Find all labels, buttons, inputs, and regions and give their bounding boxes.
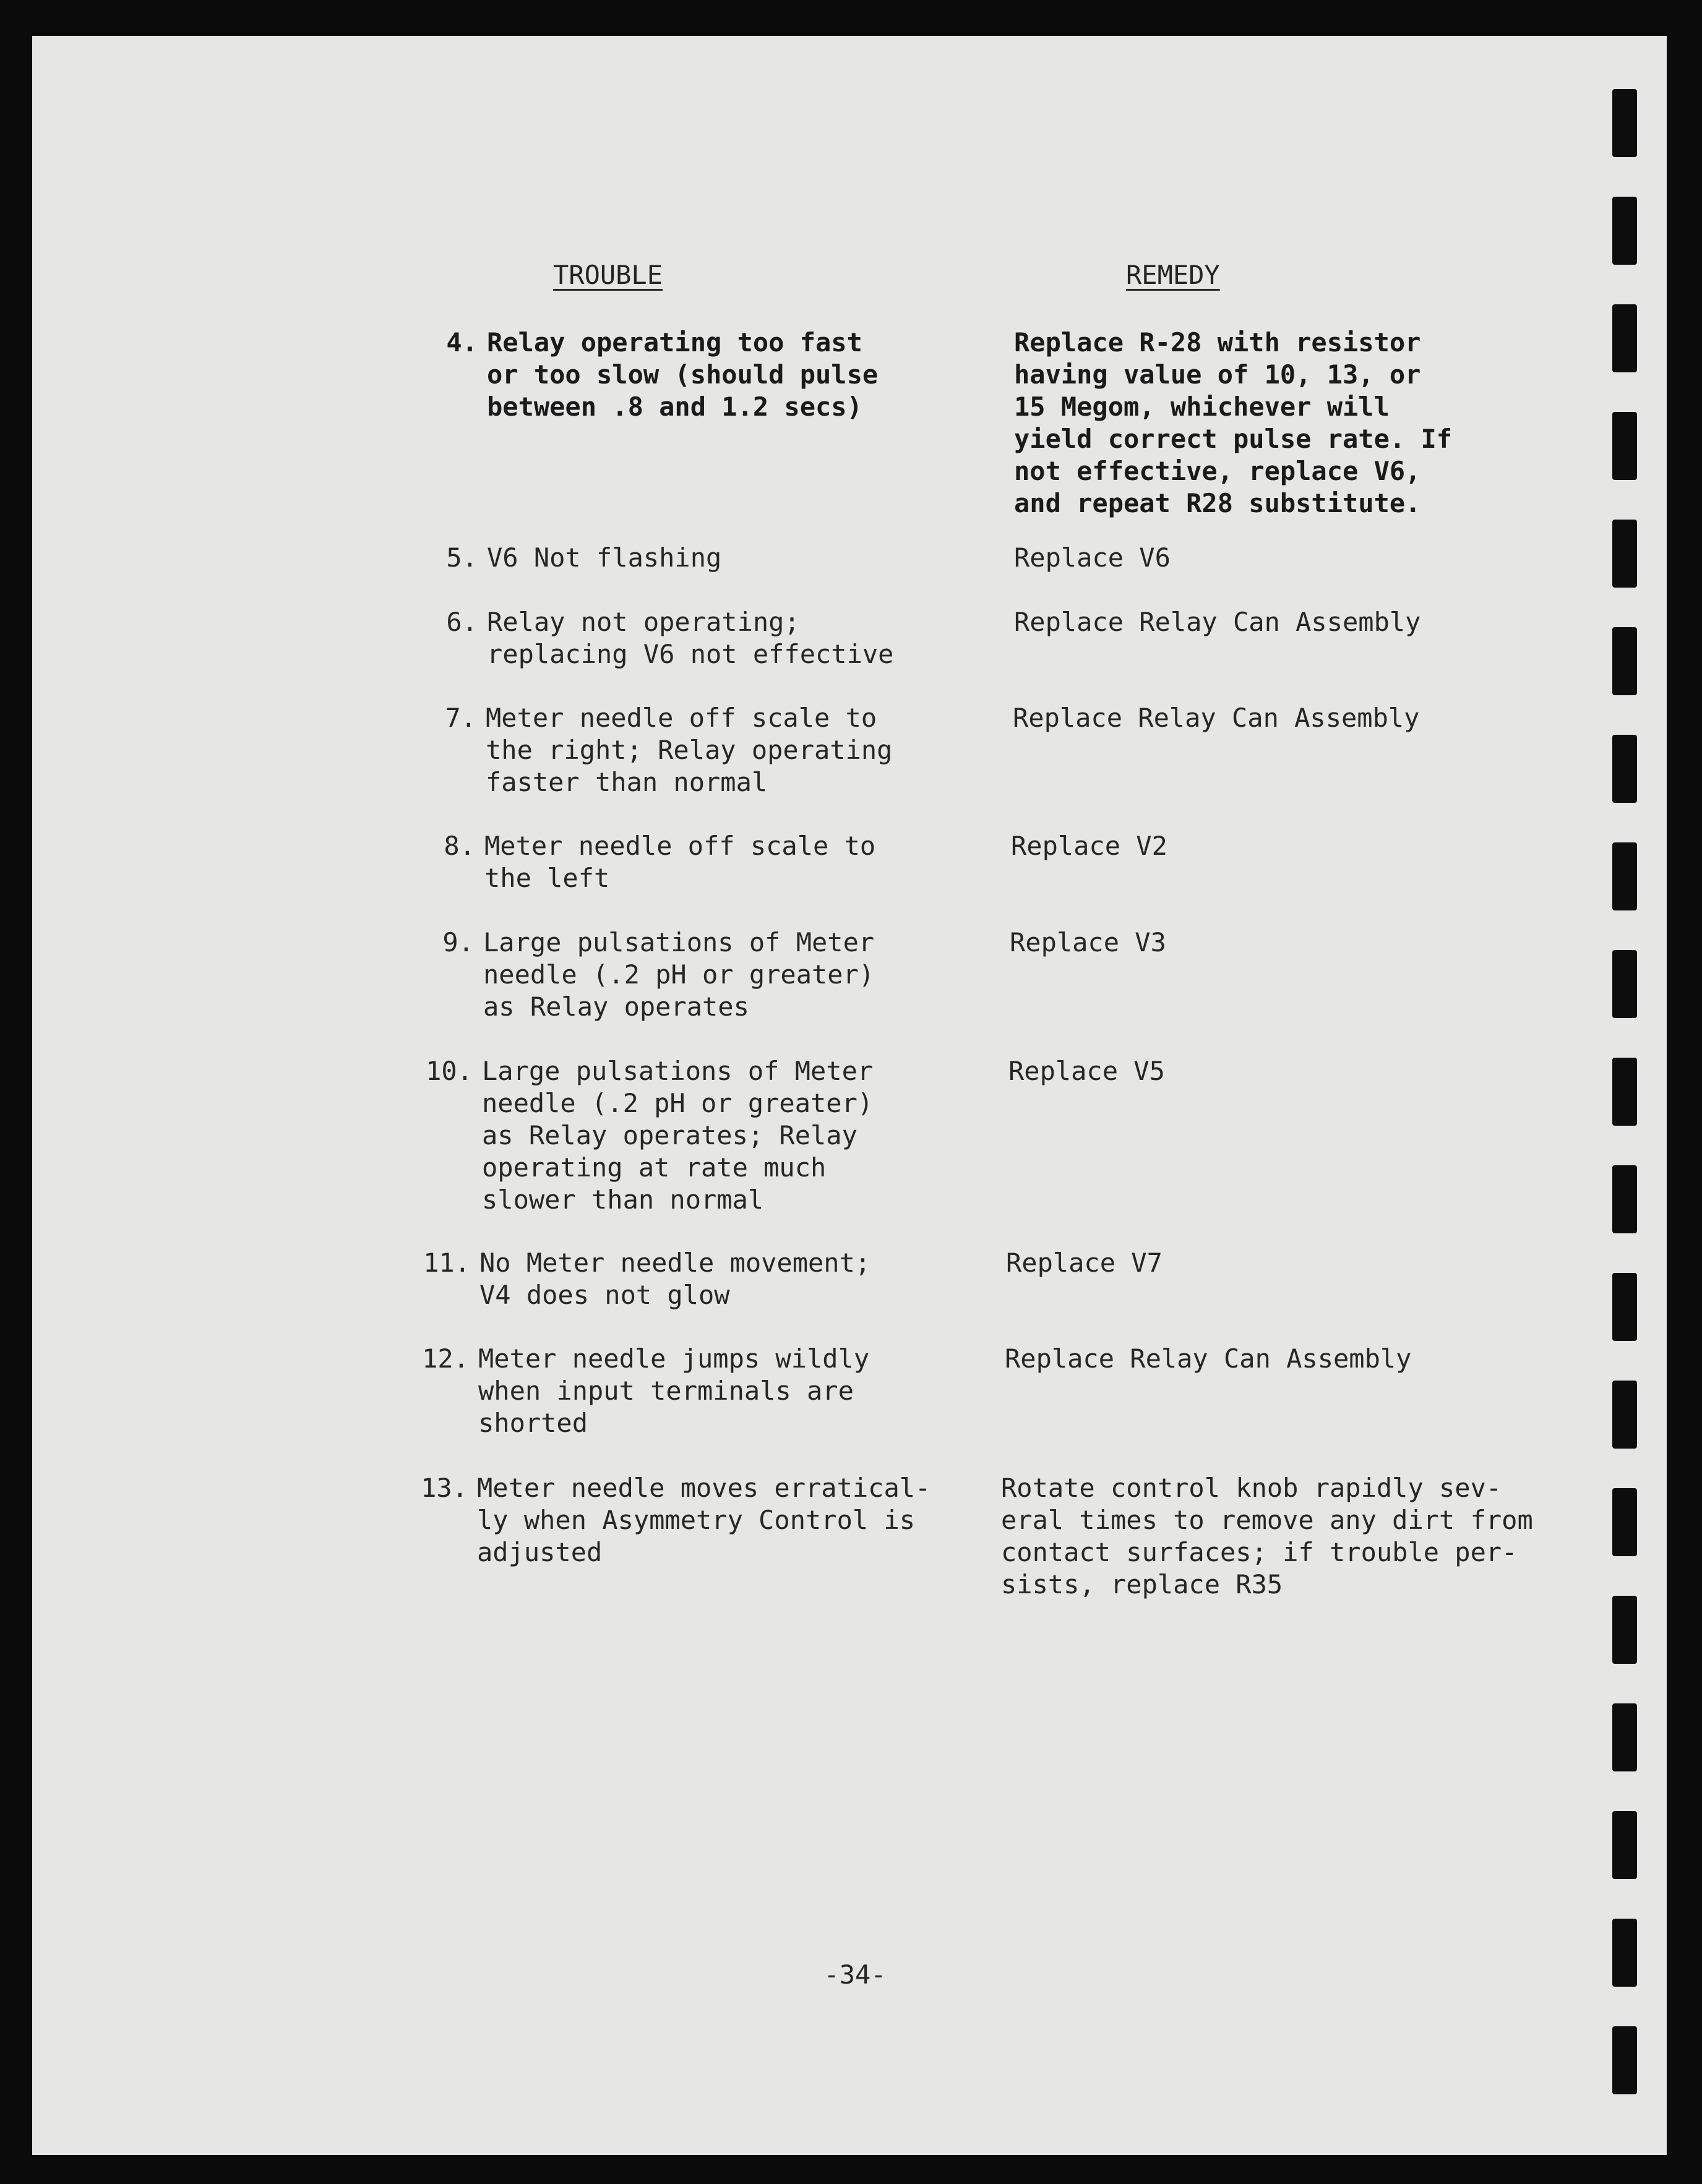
- binding-hole: [1612, 412, 1637, 480]
- trouble-text: No Meter needle movement; V4 does not glow: [479, 1248, 871, 1310]
- page-number: -34-: [823, 1959, 887, 1990]
- binding-hole: [1612, 1058, 1637, 1126]
- binding-hole: [1612, 1488, 1637, 1556]
- trouble-text: Relay not operating; replacing V6 not effective: [487, 607, 894, 669]
- binding-hole: [1612, 1273, 1637, 1341]
- binding-hole: [1612, 627, 1637, 695]
- item-number: 11.: [423, 1248, 470, 1278]
- trouble-text: Meter needle moves erratical- ly when Asymmetry Control is adjusted: [477, 1473, 931, 1567]
- trouble-text: Large pulsations of Meter needle (.2 pH or greater) as Relay operates; Relay operating at rate much slower than normal: [482, 1056, 874, 1215]
- binding-hole: [1612, 735, 1637, 803]
- item-number: 7.: [445, 703, 476, 733]
- trouble-text: Meter needle off scale to the left: [484, 831, 876, 893]
- binding-hole: [1612, 89, 1637, 157]
- remedy-text: Replace V7: [1006, 1248, 1163, 1278]
- remedy-text: Replace V5: [1008, 1056, 1165, 1086]
- item-number: 13.: [421, 1473, 468, 1503]
- binding-hole: [1612, 1381, 1637, 1449]
- document-page: [32, 36, 1667, 2155]
- trouble-text: Large pulsations of Meter needle (.2 pH or greater) as Relay operates: [483, 927, 875, 1022]
- trouble-text: Meter needle off scale to the right; Relay operating faster than normal: [486, 703, 893, 797]
- remedy-text: Replace Relay Can Assembly: [1014, 607, 1421, 637]
- remedy-text: Replace V3: [1010, 927, 1166, 957]
- item-number: 5.: [446, 542, 478, 573]
- remedy-text: Rotate control knob rapidly sev- eral times to remove any dirt from contact surfaces; if trouble per- sists, replace R35: [1001, 1473, 1533, 1599]
- item-number: 12.: [422, 1343, 469, 1374]
- binding-hole: [1612, 2026, 1637, 2094]
- remedy-text: Replace Relay Can Assembly: [1005, 1343, 1412, 1374]
- binding-hole: [1612, 1596, 1637, 1664]
- binding-hole: [1612, 197, 1637, 265]
- binding-hole: [1612, 304, 1637, 372]
- remedy-text: Replace V6: [1014, 542, 1171, 573]
- remedy-heading: REMEDY: [1126, 260, 1220, 290]
- item-number: 9.: [442, 927, 474, 957]
- remedy-text: Replace Relay Can Assembly: [1013, 703, 1420, 733]
- binding-holes: [1612, 36, 1637, 2155]
- binding-hole: [1612, 950, 1637, 1018]
- binding-hole: [1612, 1703, 1637, 1771]
- remedy-text: Replace R-28 with resistor having value of 10, 13, or 15 Megom, whichever will yield correct pulse rate. If not effective, replace V6, and repeat R28 substitute.: [1014, 327, 1453, 518]
- item-number: 4.: [446, 327, 478, 358]
- trouble-text: V6 Not flashing: [487, 542, 722, 573]
- item-number: 6.: [446, 607, 478, 637]
- binding-hole: [1612, 1811, 1637, 1879]
- trouble-text: Meter needle jumps wildly when input terminals are shorted: [478, 1343, 870, 1438]
- binding-hole: [1612, 1165, 1637, 1233]
- item-number: 8.: [444, 831, 475, 861]
- binding-hole: [1612, 1919, 1637, 1987]
- binding-hole: [1612, 520, 1637, 588]
- trouble-text: Relay operating too fast or too slow (should pulse between .8 and 1.2 secs): [487, 327, 879, 422]
- item-number: 10.: [426, 1056, 473, 1086]
- binding-hole: [1612, 842, 1637, 910]
- trouble-heading: TROUBLE: [553, 260, 663, 290]
- remedy-text: Replace V2: [1011, 831, 1167, 861]
